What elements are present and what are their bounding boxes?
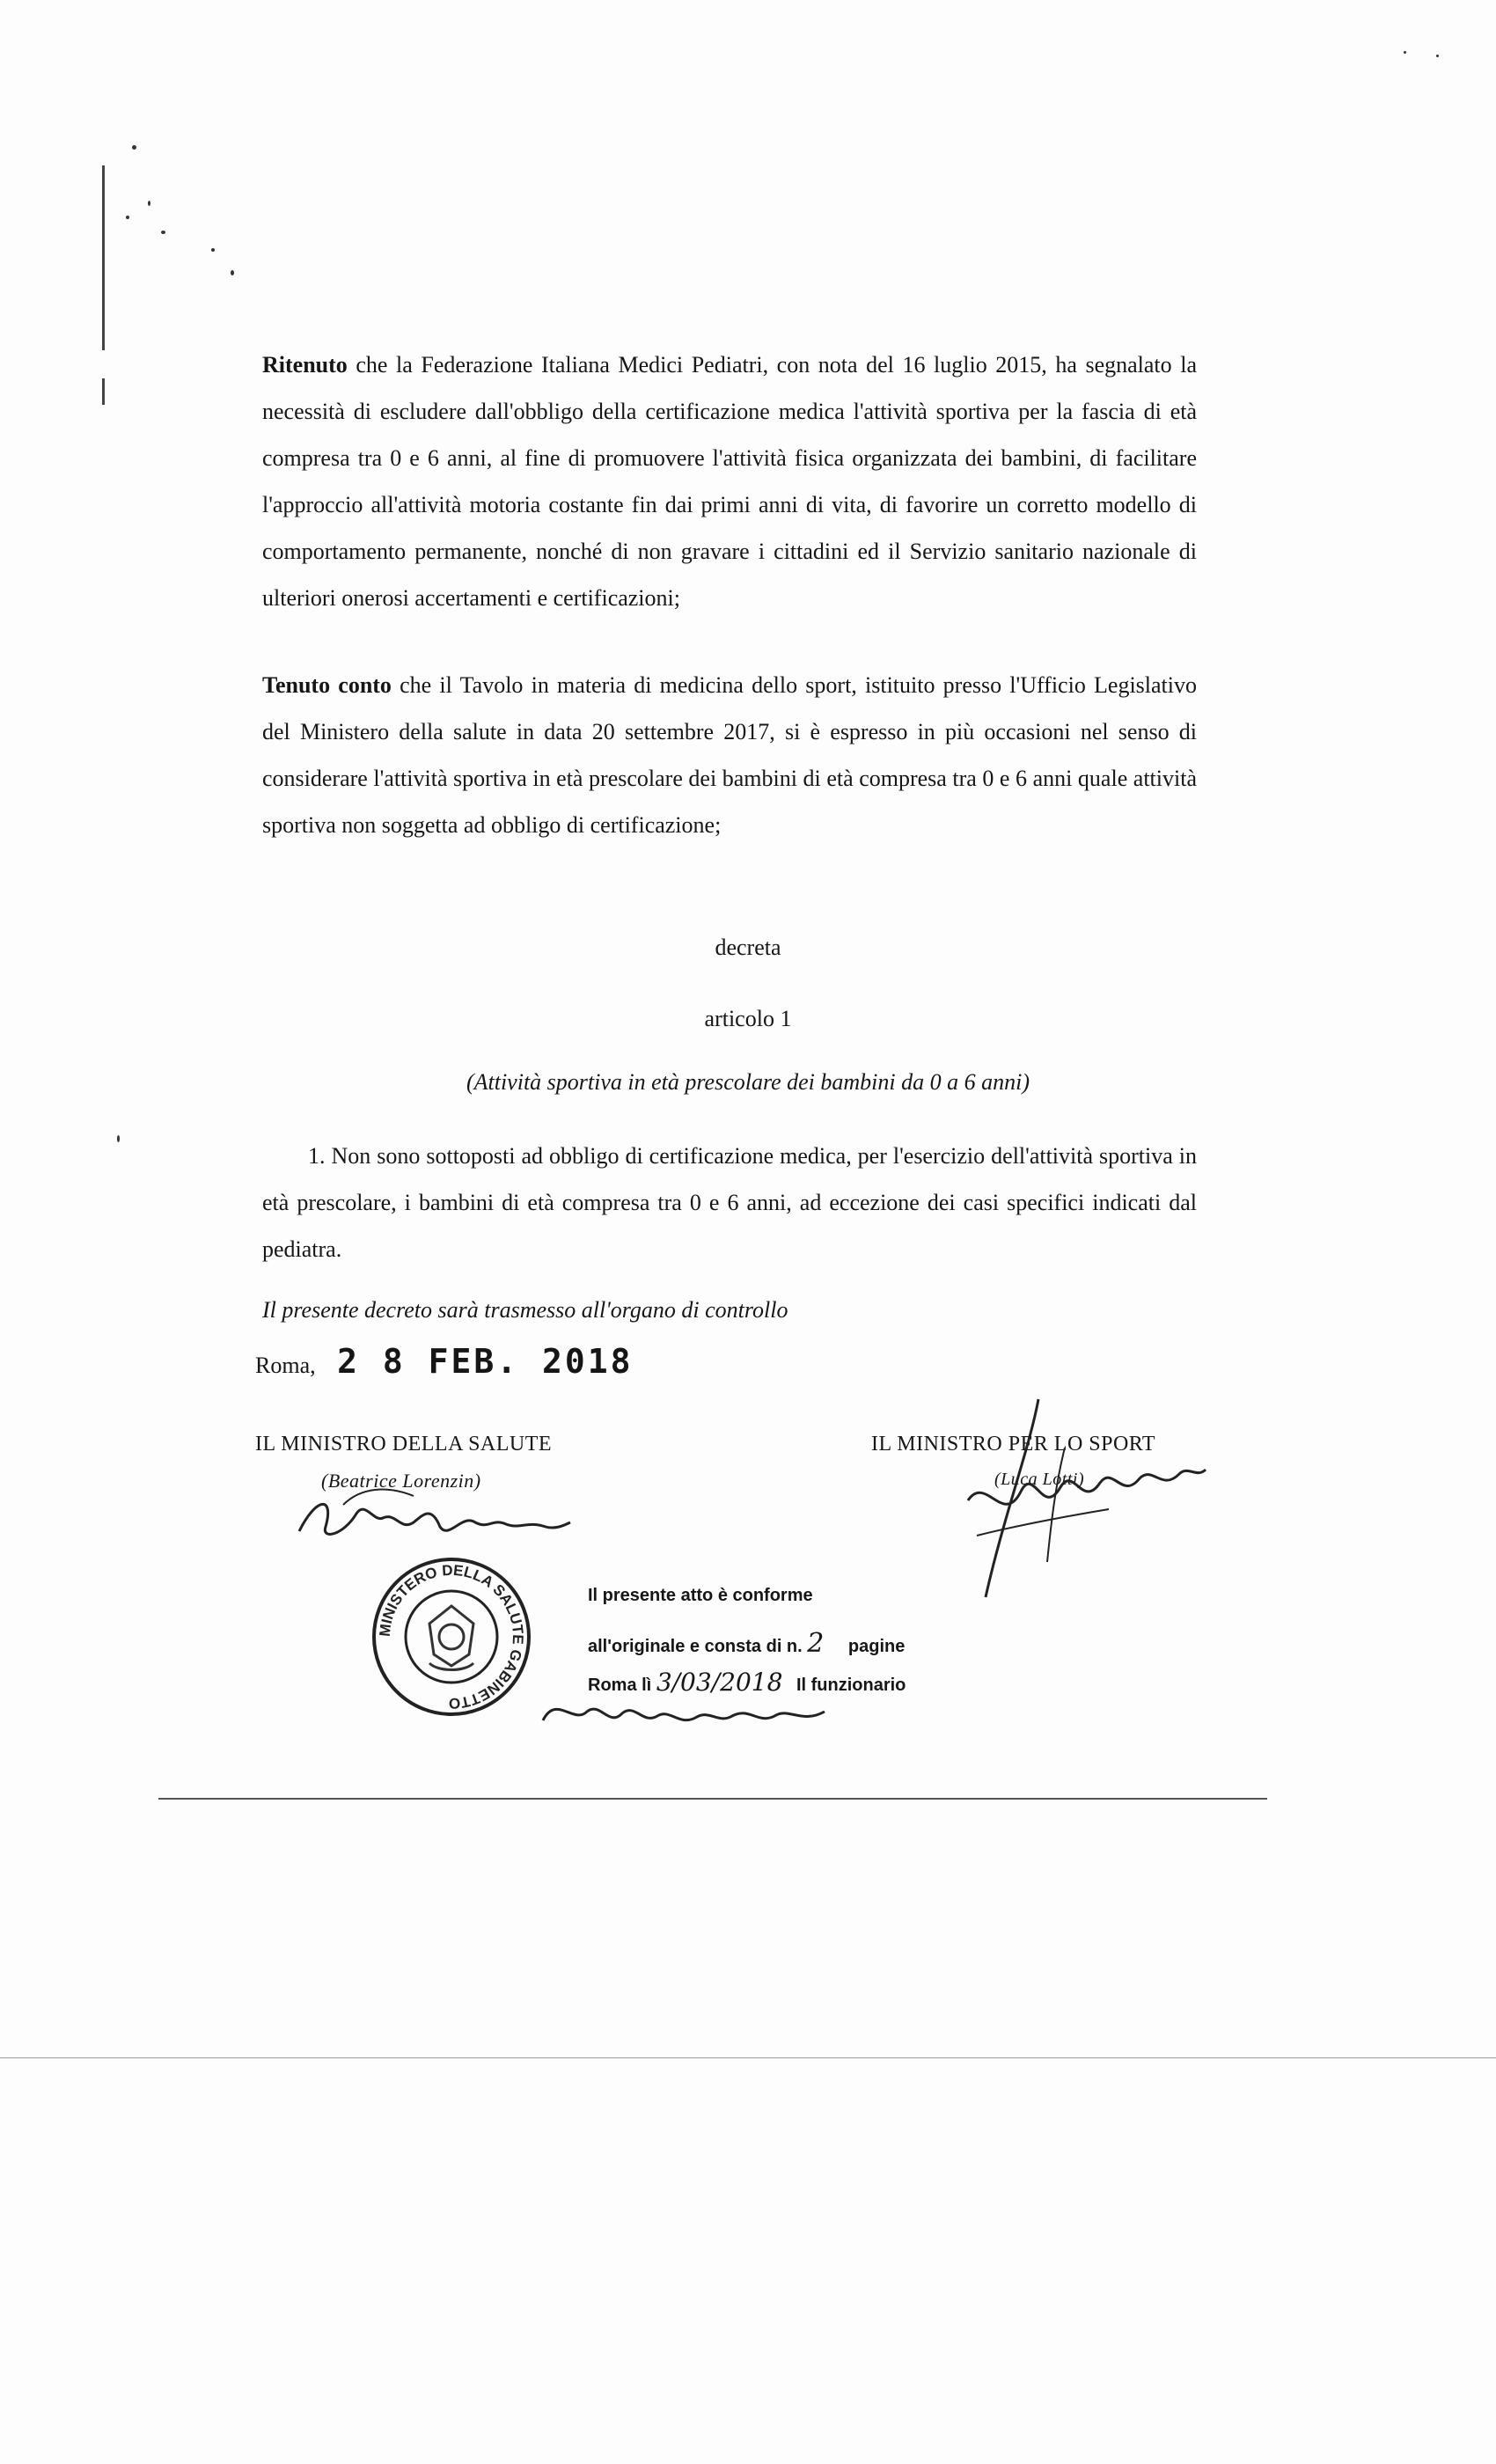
lorenzin-signature xyxy=(290,1478,572,1549)
scan-speck xyxy=(211,248,215,252)
footer-rule xyxy=(158,1798,1267,1800)
conformity-page-count: 2 xyxy=(807,1628,825,1659)
scan-speck xyxy=(161,231,165,234)
official-signature xyxy=(539,1685,829,1738)
scan-margin-line xyxy=(102,165,105,350)
ritenuto-paragraph xyxy=(262,341,1197,621)
svg-text:MINISTERO DELLA SALUTE GABINET xyxy=(377,1562,526,1712)
minister-sport-title: IL MINISTRO PER LO SPORT xyxy=(871,1433,1156,1456)
article-label: articolo 1 xyxy=(704,1006,792,1031)
minister-health-title: IL MINISTRO DELLA SALUTE xyxy=(255,1433,553,1456)
footer-rule-lower xyxy=(0,2057,1496,2058)
conformity-prefix: all'originale e consta di n. xyxy=(588,1637,803,1656)
article-body: 1. Non sono sottoposti ad obbligo di certificazione medica, per l'esercizio dell'attività sportiva in età prescolare, i bambini di età compresa tra 0 e 6 anni, ad eccezione dei casi specifici indicati dal pediatra. xyxy=(262,1143,1197,1262)
ritenuto-text: che la Federazione Italiana Medici Pediatri, con nota del 16 luglio 2015, ha segnalato la necessità di escludere dall'obbligo della certificazione medica l'attività sportiva per la fascia di età compresa tra 0 e 6 anni, al fine di promuovere l'attività fisica organizzata dei bambini, di facilitare l'approccio all'attività motoria costante fin dai primi anni di vita, di favorire un corretto modello di comportamento permanente, nonché di non gravare i cittadini ed il Servizio sanitario nazionale di ulteriori onerosi accertamenti e certificazioni; xyxy=(262,352,1197,611)
conformity-line-1: Il presente atto è conforme xyxy=(588,1586,813,1605)
scan-speck xyxy=(1404,51,1406,54)
scan-speck xyxy=(126,216,129,219)
scan-margin-line xyxy=(102,378,105,405)
lotti-signature xyxy=(933,1395,1214,1606)
date-line xyxy=(255,1342,634,1381)
ministry-seal xyxy=(368,1553,535,1720)
minister-health-name: (Beatrice Lorenzin) xyxy=(321,1470,481,1492)
conformity-suffix: pagine xyxy=(847,1637,906,1656)
tenuto-conto-lead: Tenuto conto xyxy=(262,672,392,698)
article-title: (Attività sportiva in età prescolare dei bambini da 0 a 6 anni) xyxy=(466,1069,1030,1095)
scan-speck xyxy=(132,145,136,150)
conformity-date: 3/03/2018 xyxy=(656,1668,783,1697)
tenuto-conto-text: che il Tavolo in materia di medicina dello sport, istituito presso l'Ufficio Legislativo del Ministero della salute in data 20 settembre 2017, si è espresso in più occasioni nel senso di considerare l'attività sportiva in età prescolare dei bambini di età compresa tra 0 e 6 anni quale attività sportiva non soggetta ad obbligo di certificazione; xyxy=(262,672,1197,838)
conformity-roma: Roma lì xyxy=(588,1676,652,1695)
scan-speck xyxy=(1436,55,1439,57)
scan-speck xyxy=(231,270,234,275)
conformity-official: Il funzionario xyxy=(796,1676,906,1695)
decreta-heading: decreta xyxy=(715,935,781,960)
scan-speck xyxy=(148,201,150,206)
place: Roma, xyxy=(255,1353,316,1378)
tenuto-conto-paragraph xyxy=(262,662,1197,848)
ritenuto-lead: Ritenuto xyxy=(262,352,348,378)
date-stamp: 2 8 FEB. 2018 xyxy=(337,1342,634,1381)
scan-speck xyxy=(117,1135,120,1142)
minister-sport-name: (Luca Lotti) xyxy=(994,1470,1085,1489)
seal-text: MINISTERO DELLA SALUTE GABINETTO xyxy=(376,1561,527,1712)
closing-note: Il presente decreto sarà trasmesso all'organo di controllo xyxy=(262,1297,788,1323)
conformity-line-2 xyxy=(588,1628,905,1659)
